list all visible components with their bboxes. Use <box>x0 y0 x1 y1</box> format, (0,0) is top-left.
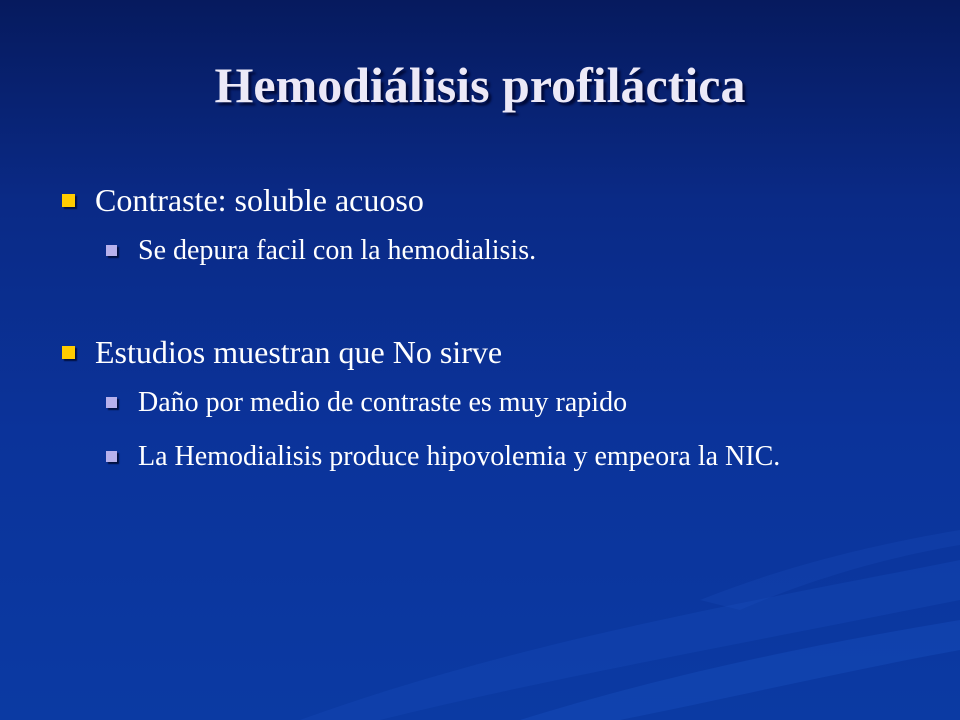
sub-bullet-item <box>60 232 910 270</box>
slide-title: Hemodiálisis profiláctica <box>214 57 746 113</box>
square-bullet-icon <box>106 245 117 256</box>
bullet-item <box>60 330 910 374</box>
square-bullet-icon <box>62 346 75 359</box>
sub-bullet-text: Daño por medio de contraste es muy rapido <box>138 387 628 418</box>
square-bullet-icon <box>62 194 75 207</box>
square-bullet-icon <box>106 451 117 462</box>
sub-bullet-text: La Hemodialisis produce hipovolemia y empeora la NIC. <box>138 441 781 472</box>
bullet-item <box>60 178 910 222</box>
sub-bullet-item <box>60 438 910 476</box>
bullet-text: Estudios muestran que No sirve <box>95 334 503 370</box>
sub-bullet-item <box>60 384 910 422</box>
square-bullet-icon <box>106 397 117 408</box>
bullet-text: Contraste: soluble acuoso <box>95 182 424 218</box>
sub-bullet-text: Se depura facil con la hemodialisis. <box>138 235 537 266</box>
bullet-list <box>60 178 910 476</box>
